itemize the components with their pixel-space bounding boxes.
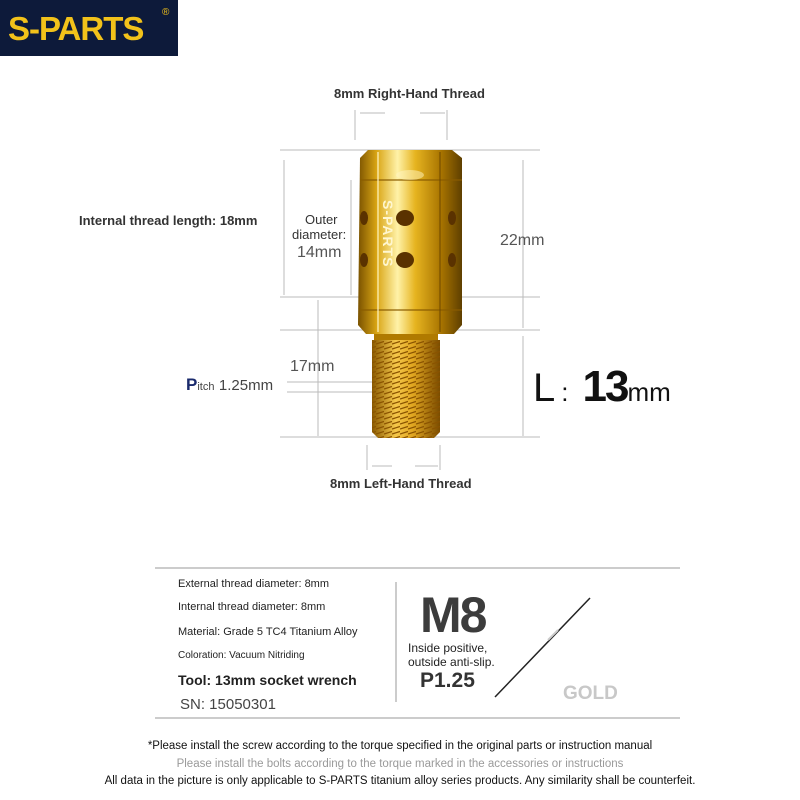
bolt-thread-shank <box>372 334 440 438</box>
spec-tool: Tool: 13mm socket wrench <box>178 672 357 688</box>
footer-note-bolts: Please install the bolts according to the torque marked in the accessories or instructions <box>176 758 624 770</box>
length-value: 13 <box>582 362 628 411</box>
bottom-thread-label: 8mm Left-Hand Thread <box>330 476 472 491</box>
color-name: GOLD <box>563 683 618 704</box>
spec-coloration: Coloration: Vacuum Nitriding <box>178 650 305 661</box>
spec-frame <box>0 560 800 730</box>
length-colon: : <box>561 377 569 407</box>
thread-desc-line1: Inside positive, <box>408 641 488 655</box>
brand-logo-text: S-PARTS <box>8 10 144 47</box>
internal-thread-length-label: Internal thread length: 18mm <box>79 213 258 228</box>
outer-diameter-label-line2: diameter: <box>292 227 347 242</box>
outer-diameter-value: 14mm <box>297 244 342 261</box>
brand-registered-mark: ® <box>162 7 170 18</box>
bolt-engraving <box>378 200 396 290</box>
footer-disclaimer: All data in the picture is only applicable to S-PARTS titanium alloy series products. Any similarity shall be counterfeit. <box>104 775 696 787</box>
outer-diameter-label-line1: Outer <box>305 212 338 227</box>
bolt-body <box>358 150 462 334</box>
pitch-initial: P <box>186 375 198 394</box>
spec-serial-number: SN: 15050301 <box>180 696 276 713</box>
thread-desc-line2: outside anti-slip. <box>408 655 495 669</box>
footer-note-torque: *Please install the screw according to the torque specified in the original parts or instruction manual <box>147 740 653 752</box>
pitch-spec: P1.25 <box>420 669 475 692</box>
length-prefix: L <box>533 366 556 410</box>
thread-desc <box>408 641 495 669</box>
top-thread-label: 8mm Right-Hand Thread <box>334 86 485 101</box>
height-22-label: 22mm <box>500 232 545 249</box>
thread-size: M8 <box>420 587 486 643</box>
spec-material: Material: Grade 5 TC4 Titanium Alloy <box>178 626 358 638</box>
length-unit: mm <box>627 377 671 407</box>
height-17-label: 17mm <box>290 358 335 375</box>
length-readout <box>533 362 671 412</box>
bolt-engraving-text: S-PARTS <box>380 200 396 268</box>
spec-internal-thread: Internal thread diameter: 8mm <box>178 601 326 613</box>
pitch-value: 1.25mm <box>218 377 274 394</box>
spec-external-thread: External thread diameter: 8mm <box>178 578 330 590</box>
pitch-word: itch <box>197 381 215 393</box>
pitch-label <box>186 375 273 395</box>
